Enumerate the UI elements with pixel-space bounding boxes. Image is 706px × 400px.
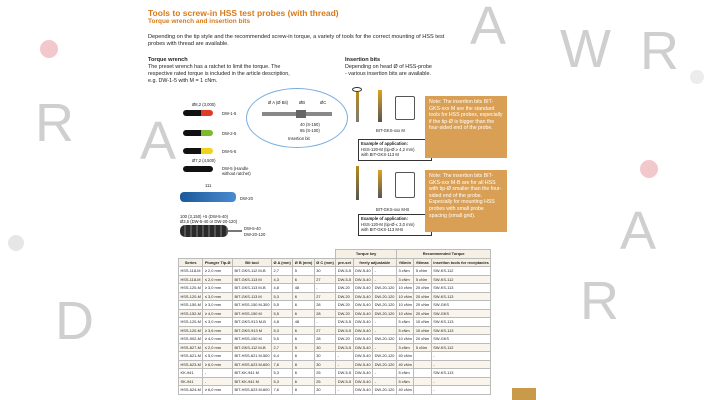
table-cell: 10 cNm (398, 285, 412, 291)
table-cell: 28 (314, 335, 336, 344)
table-cell: DW-20-120 (374, 336, 395, 342)
example-heading: Example of application: (361, 216, 409, 221)
table-cell: DW-5-40 (355, 302, 371, 308)
bit-label: BIT-GKS-xxx M (376, 128, 405, 133)
table-cell: 5,3 (272, 326, 293, 335)
table-cell: HSS-827-M (180, 344, 201, 350)
table-cell: 8 (293, 360, 315, 369)
table-cell: - (431, 360, 491, 369)
table-cell: SK-941 (179, 377, 203, 386)
table-cell: DW-20-120 (374, 293, 395, 299)
table-cell: - (203, 377, 233, 386)
dimension-label: ØB (299, 100, 306, 105)
table-cell: - (314, 318, 336, 327)
table-cell: ≤ 3,0 mm (203, 292, 233, 301)
table-header-cell: Bit tool (232, 258, 271, 267)
table-cell: ≥ 3,0 mm (203, 301, 233, 310)
table-cell: SW-KS-112 (431, 275, 491, 284)
table-row (179, 377, 491, 386)
table-cell: 6 (293, 301, 315, 310)
table-cell: SW-GKS (431, 301, 491, 310)
table-cell: DW-20 (336, 284, 353, 293)
table-cell: SW-KS-113 (431, 326, 491, 335)
page-tab (512, 388, 536, 400)
table-cell: 40 cNm (398, 361, 412, 367)
table-header-cell: Ø B (mm) (294, 259, 313, 265)
watermark-letter: R (580, 271, 621, 331)
tool-table (178, 249, 491, 395)
table-cell: 40 cNm (398, 387, 412, 393)
table-cell: DW-5-40 (355, 353, 371, 359)
table-cell: DW-5-5 (337, 327, 352, 333)
table-cell: BIT-GKS-112 M-B (232, 267, 271, 276)
table-cell: DW-20-120 (374, 361, 395, 367)
example-box-2 (358, 214, 432, 236)
group-recommended: Recommended Torque (396, 250, 490, 259)
example-line: with BIT-GKS-113 M-B (361, 227, 404, 233)
table-cell: DW-5-40 (355, 344, 371, 350)
table-cell: HSS-623-M (180, 361, 201, 367)
table-header-cell: insertion tools for receptacles (433, 259, 489, 265)
table-cell: HSS-118-M (179, 275, 203, 284)
table-cell: BIT-GKS-913 M (232, 326, 271, 335)
table-cell: BIT-HSS-150 M (232, 335, 271, 344)
bit-photo-m-icon (378, 90, 382, 122)
table-cell: HSS-902-M (180, 336, 201, 342)
example-line: with BIT-GKS-113 M (361, 152, 399, 158)
table-row (179, 318, 491, 327)
dimension-label: 111 (205, 183, 212, 188)
wrench-shaft (228, 230, 242, 232)
table-cell: 25 (314, 377, 336, 386)
table-cell: BIT-GKS-113 M (232, 292, 271, 301)
note-box-standard: Note: The insertion bits BIT-GKS-xxx M are the standard tools for HSS probes, especially if the tip-Ø is bigger than the four-sided end of the probe. (425, 96, 507, 158)
table-cell: 27 (314, 326, 336, 335)
table-cell: 30 (314, 360, 336, 369)
wrench-label: DW-2-5 (222, 131, 237, 136)
table-cell: DW-20 (336, 292, 353, 301)
bit-photo-mb-icon (378, 170, 382, 198)
decorative-dot (8, 235, 24, 251)
table-cell: ≥ 2,0 mm (203, 267, 233, 276)
table-cell: 5 cNm (414, 275, 431, 284)
wrench-dw-2-5-icon (183, 130, 213, 136)
table-cell: - (203, 369, 233, 378)
table-cell: DW-20 (336, 309, 353, 318)
table-cell: 5,3 (272, 292, 293, 301)
table-row (179, 360, 491, 369)
table-header-cell: Ø C (mm) (316, 259, 334, 265)
table-header-cell: fit/max (414, 258, 431, 267)
table-header-cell: fit/min (396, 258, 413, 267)
table-cell: DW-20-120 (374, 285, 395, 291)
watermark-letter: A (140, 111, 179, 171)
watermark-letter: A (620, 201, 659, 261)
example-heading: Example of application: (361, 141, 409, 146)
table-row (179, 369, 491, 378)
table-cell: 6 (293, 326, 315, 335)
table-cell: 3 cNm (396, 275, 413, 284)
table-cell: DW-5-40 (355, 387, 371, 393)
table-cell: 3 cNm (396, 343, 413, 352)
table-cell: BIT-GKS-113 M (232, 275, 271, 284)
table-cell: 8 (293, 386, 315, 395)
table-header-cell: Plunger Tip-Ø (204, 259, 231, 265)
table-cell: KK-941 (179, 369, 203, 378)
wrench-dw-20-icon (180, 192, 236, 202)
table-cell: 27 (314, 292, 336, 301)
table-cell: DW-5-40 (355, 327, 371, 333)
wrench-dw-1-5-icon (183, 110, 213, 116)
table-cell: 4,8 (272, 318, 293, 327)
table-cell: DW-20-120 (374, 353, 395, 359)
table-cell: - (373, 377, 397, 386)
dimension-label: 40 (S-150) (300, 122, 320, 127)
table-cell: SW-KS-113 (431, 284, 491, 293)
table-cell: DW-5-5 (337, 344, 352, 350)
table-row (179, 309, 491, 318)
table-cell: 4,8 (272, 284, 293, 293)
table-cell: DW-5-40 (355, 370, 371, 376)
table-cell: 28 (314, 309, 336, 318)
table-cell: ≤ 3,0 mm (203, 318, 233, 327)
example-line: HSS-120-M (tip-Ø ≥ 4,2 mm) (361, 146, 415, 152)
table-cell: BIT-HSS-623 M-600 (234, 387, 270, 393)
table-cell: 4,3 (272, 275, 293, 284)
wrench-dw-5-40-icon (180, 225, 228, 237)
page-title: Tools to screw-in HSS test probes (with thread) (148, 8, 339, 18)
table-cell: 10 cNm (398, 302, 412, 308)
table-cell: 5 cNm (396, 318, 413, 327)
table-cell: DW-5-40 (355, 276, 371, 282)
table-cell: DW-5-40 (355, 378, 371, 384)
table-cell: ≥ 3,6 mm (203, 326, 233, 335)
table-cell: 48 (293, 284, 315, 293)
table-cell: DW-5-40 (355, 285, 371, 291)
table-cell: 6 (293, 335, 315, 344)
table-cell: ≥ 4,0 mm (203, 335, 233, 344)
table-cell: 5 (293, 343, 315, 352)
table-cell: - (336, 386, 353, 395)
table-cell: HSS-118-M (179, 267, 203, 276)
dimension-label: Ø8,2 (3,000) (192, 102, 216, 107)
table-cell: 6 (293, 369, 315, 378)
wrench-label: DW-5 (Handle without ratchet) (222, 166, 251, 176)
table-cell: 5,5 (272, 309, 293, 318)
table-cell: 6 (293, 275, 315, 284)
table-cell: - (336, 352, 353, 361)
table-cell: ≥ 6,0 mm (203, 360, 233, 369)
table-cell: - (373, 275, 397, 284)
table-cell: DW-5-5 (337, 370, 352, 376)
table-cell: DW-5-5 (337, 268, 352, 274)
table-cell: SW-KS-113 (431, 369, 491, 378)
wrench-label: DW-5-40 (244, 226, 261, 231)
wrench-dw-5-5-icon (183, 148, 213, 154)
probe-holder-icon (395, 172, 415, 198)
table-cell (414, 352, 431, 361)
table-cell: 20 cNm (415, 302, 430, 308)
dimension-label: ØC (320, 100, 327, 105)
table-cell: - (373, 369, 397, 378)
table-cell: - (431, 386, 491, 395)
table-cell: DW-20-120 (374, 302, 395, 308)
torque-heading: Torque wrench (148, 57, 188, 63)
table-body (179, 267, 491, 395)
table-cell: 5 cNm (396, 377, 413, 386)
table-cell: 20 cNm (415, 310, 430, 316)
table-cell: 5,5 (272, 301, 293, 310)
table-cell: HSS-624-M (180, 387, 201, 393)
intro-text: Depending on the tip style and the recommended screw-in torque, a variety of tools for the correct mounting of HSS test probes with thread are available. (148, 34, 445, 48)
table-row (179, 284, 491, 293)
table-cell: SW-GKS (431, 309, 491, 318)
table-cell: BIT-KK-941 M (232, 369, 271, 378)
table-header-cell: pre-set (336, 258, 353, 267)
table-header-row (179, 258, 491, 267)
table-cell: DW-5-40 (355, 268, 371, 274)
table-cell: ≤ 2,0 mm (203, 343, 233, 352)
table-cell: DW-5-40 (355, 319, 371, 325)
bit-photo-mb-icon (356, 166, 359, 200)
table-cell (414, 369, 431, 378)
bits-text: Depending on head Ø of HSS-probe - various insertion bits are available. (345, 64, 432, 77)
table-header-cell: Series (179, 258, 203, 267)
table-group-row (179, 250, 491, 259)
table-cell (414, 377, 431, 386)
table-row (179, 335, 491, 344)
table-cell: - (431, 377, 491, 386)
table-cell: 30 (314, 352, 336, 361)
table-cell: 20 cNm (415, 285, 430, 291)
table-row (179, 301, 491, 310)
table-cell: 7,6 (272, 386, 293, 395)
table-cell: 5,3 (272, 369, 293, 378)
decorative-dot (640, 160, 658, 178)
watermark-letter: W (560, 19, 613, 79)
table-row (179, 292, 491, 301)
decorative-dot (690, 70, 704, 84)
table-cell: BIT-HSS-150 M-300 (234, 302, 270, 308)
table-cell: 5 cNm (396, 326, 413, 335)
table-cell: 40 cNm (398, 353, 412, 359)
table-cell: SW-KS-113 (431, 292, 491, 301)
dimension-label: Ø3,5 (DW-5-40 or DW-20-120) (180, 219, 238, 224)
bit-label: BIT-GKS-xxx M-B (376, 207, 410, 212)
table-cell: 30 (314, 343, 336, 352)
example-box-1 (358, 139, 432, 161)
table-cell: DW-20-120 (374, 387, 395, 393)
table-cell: 10 cNm (398, 293, 412, 299)
table-cell: HSS-621-M (180, 353, 201, 359)
page-subtitle: Torque wrench and insertion bits (148, 18, 251, 25)
watermark-letter: D (55, 291, 96, 351)
group-torque-key: Torque key (336, 250, 397, 259)
table-cell: 30 (314, 267, 336, 276)
wrench-label: DW-20 (240, 196, 253, 201)
table-row (179, 386, 491, 395)
watermark-letter: A (470, 0, 509, 56)
wrench-dw-5-icon (183, 166, 213, 172)
table-cell: DW-20 (336, 301, 353, 310)
table-cell: DW-5-40 (355, 336, 371, 342)
table-cell: - (373, 318, 397, 327)
table-cell: DW-5-40 (355, 310, 371, 316)
table-cell: BIT-HSS-150 M (232, 309, 271, 318)
table-cell: 25 (314, 369, 336, 378)
table-cell: ≥ 3,0 mm (203, 284, 233, 293)
wrench-label: DW-1-5 (222, 111, 237, 116)
table-cell: 48 (293, 318, 315, 327)
table-cell: HSS-150-M (180, 302, 201, 308)
bit-caption: Insertion bit (288, 136, 310, 141)
table-cell: SW-GKS (431, 335, 491, 344)
bits-heading: Insertion bits (345, 57, 381, 63)
table-cell: HSS-120-M (180, 319, 201, 325)
table-cell: 5 cNm (396, 369, 413, 378)
table-cell: 2,7 (272, 343, 293, 352)
table-row (179, 267, 491, 276)
table-cell: ≤ 5,0 mm (203, 352, 233, 361)
table-cell: 6 (293, 352, 315, 361)
table-cell: HSS-152-M (180, 310, 201, 316)
table-cell: 2,7 (272, 267, 293, 276)
table-cell: BIT-GKS-913 M-B (232, 318, 271, 327)
table-cell: 27 (314, 275, 336, 284)
table-row (179, 326, 491, 335)
table-cell: 5 cNm (414, 343, 431, 352)
table-cell: 6,4 (272, 352, 293, 361)
table-cell: 3 cNm (396, 267, 413, 276)
table-cell: 20 cNm (415, 336, 430, 342)
watermark-letter: R (35, 93, 76, 153)
table-cell: 5 (293, 267, 315, 276)
table-cell: SW-KS-112 (431, 267, 491, 276)
table-cell: 6 (293, 377, 315, 386)
table-cell: BIT-GKS-112 M-B (232, 343, 271, 352)
table-cell: - (373, 267, 397, 276)
dimension-label: 65 (S-100) (300, 128, 320, 133)
table-cell: 5,5 (272, 335, 293, 344)
table-cell: 6 (293, 309, 315, 318)
table-cell (414, 360, 431, 369)
table-cell: 30 (314, 386, 336, 395)
table-cell: 5 cNm (414, 267, 431, 276)
table-cell: - (373, 343, 397, 352)
table-cell: 10 cNm (398, 336, 412, 342)
table-cell: 10 cNm (398, 310, 412, 316)
table-cell: BIT-HSS-623 M-600 (234, 361, 270, 367)
table-cell: ≤ 2,0 mm (203, 275, 233, 284)
table-cell: ≥ 6,0 mm (203, 386, 233, 395)
table-cell: 5,3 (272, 377, 293, 386)
table-cell: ≥ 4,0 mm (203, 309, 233, 318)
table-cell: 7,6 (272, 360, 293, 369)
table-cell: - (431, 352, 491, 361)
table-cell (414, 386, 431, 395)
dimension-label: 100 (3,150) +5 (DW-5-40) (180, 214, 228, 219)
table-cell: BIT-KK-941 M (232, 377, 271, 386)
example-line: HSS-120-M (tip-Ø ≤ 3,0 mm) (361, 221, 415, 227)
table-cell: DW-5-5 (337, 276, 352, 282)
table-cell: 28 (314, 301, 336, 310)
table-cell: HSS-120-M (180, 327, 201, 333)
table-cell: 20 cNm (415, 293, 430, 299)
table-cell: SW-KS-112 (431, 343, 491, 352)
table-cell: DW-20 (336, 335, 353, 344)
table-cell: BIT-GKS-113 M-B (232, 284, 271, 293)
bit-photo-m-icon (356, 92, 359, 122)
table-row (179, 352, 491, 361)
watermark-letter: R (640, 21, 681, 81)
table-row (179, 343, 491, 352)
table-cell: HSS-120-M (180, 285, 201, 291)
table-cell: - (336, 360, 353, 369)
table-cell: DW-5-5 (337, 319, 352, 325)
table-cell: - (373, 326, 397, 335)
table-cell: DW-5-40 (355, 361, 371, 367)
dimension-label: Ø A (Ø Bit) (268, 100, 289, 105)
wrench-label: DW-20-120 (244, 232, 266, 237)
table-cell: DW-5-5 (337, 378, 352, 384)
table-cell: BIT-HSS-621 M-500 (234, 353, 270, 359)
table-cell: 6 (293, 292, 315, 301)
wrench-label: DW-5-5 (222, 149, 237, 154)
decorative-dot (40, 40, 58, 58)
bit-collar (296, 110, 306, 118)
table-cell: - (314, 284, 336, 293)
table-cell: DW-20-120 (374, 310, 395, 316)
table-cell: 10 cNm (415, 327, 430, 333)
note-box-small-grid: Note: The insertion bits BIT-GKS-xxx M-B are for all HSS with tip-Ø smaller than the four-sided end of the probe. Especially for mounting HSS probes with small probe spacing (small grid). (425, 170, 507, 232)
torque-text: The preset wrench has a ratchet to limit the torque. The respective rated torque is included in the article description, e.g. DW-1-5 with M = 1 cNm. (148, 64, 290, 84)
dimension-label: Ø7,2 (4,500) (192, 158, 216, 163)
table-cell: 10 cNm (415, 319, 430, 325)
table-cell: SW-KS-113 (431, 318, 491, 327)
table-cell: HSS-120-M (180, 293, 201, 299)
table-header-cell: Ø A (mm) (273, 259, 291, 265)
table-cell: DW-5-40 (355, 293, 371, 299)
probe-holder-icon (395, 96, 415, 120)
table-row (179, 275, 491, 284)
table-header-cell: freely adjustable (353, 258, 396, 267)
